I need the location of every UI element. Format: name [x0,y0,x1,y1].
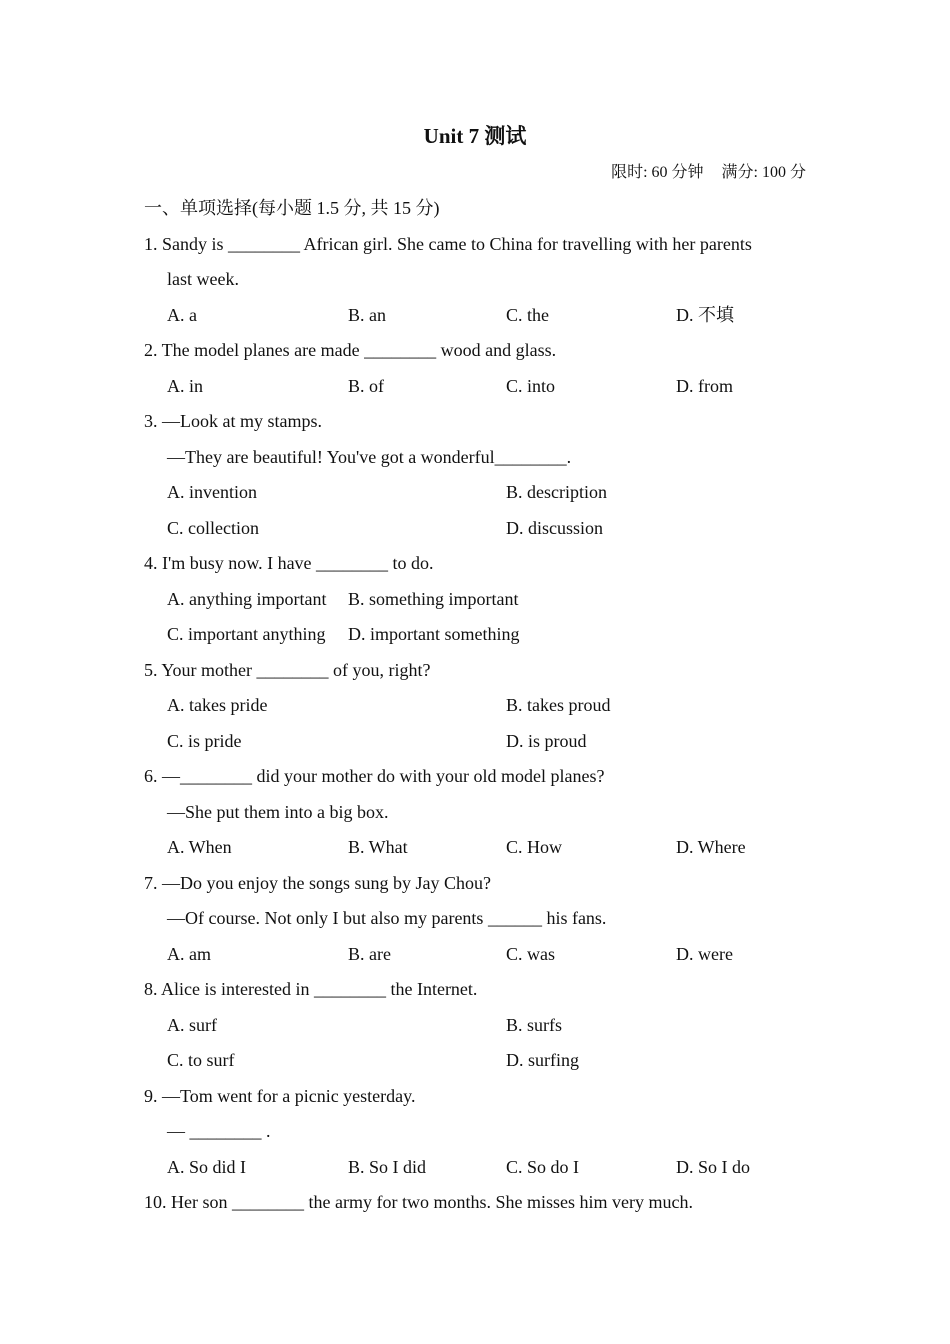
question-3-option-a: A. invention [167,482,257,502]
question-7-option-a: A. am [167,944,211,964]
question-3-stem: 3. —Look at my stamps. [144,411,322,431]
question-5-option-d: D. is proud [506,731,587,751]
question-9-option-a: A. So did I [167,1157,247,1177]
question-6-stem: 6. —________ did your mother do with your old model planes? [144,766,605,786]
question-2-option-d: D. from [676,376,733,396]
question-4-stem: 4. I'm busy now. I have ________ to do. [144,553,434,573]
question-1-stem: 1. Sandy is ________ African girl. She came to China for travelling with her parents [144,234,752,254]
question-5-option-a: A. takes pride [167,695,268,715]
question-6-option-c: C. How [506,837,563,857]
question-9-stem: 9. —Tom went for a picnic yesterday. [144,1086,416,1106]
question-5-stem: 5. Your mother ________ of you, right? [144,660,431,680]
question-4-option-d: D. important something [348,624,520,644]
question-6-reply: —She put them into a big box. [167,802,389,822]
question-2-option-b: B. of [348,376,384,396]
question-9-option-c: C. So do I [506,1157,580,1177]
question-6-option-d: D. Where [676,837,746,857]
question-9-option-b: B. So I did [348,1157,427,1177]
question-7-option-b: B. are [348,944,391,964]
question-1-stem-continued: last week. [167,269,239,289]
question-2-option-c: C. into [506,376,556,396]
question-3-option-d: D. discussion [506,518,604,538]
page-title: Unit 7 测试 [423,124,527,148]
question-6-option-a: A. When [167,837,232,857]
question-1-option-b: B. an [348,305,386,325]
question-1-option-a: A. a [167,305,197,325]
question-4-option-a: A. anything important [167,589,327,609]
question-6-option-b: B. What [348,837,408,857]
question-1-option-d: D. 不填 [676,305,734,325]
question-5-option-c: C. is pride [167,731,242,751]
question-8-stem: 8. Alice is interested in ________ the Internet. [144,979,478,999]
question-7-option-c: C. was [506,944,555,964]
question-3-reply: —They are beautiful! You've got a wonderful________. [167,447,572,467]
question-7-option-d: D. were [676,944,733,964]
question-4-option-c: C. important anything [167,624,326,644]
question-2-stem: 2. The model planes are made ________ wood and glass. [144,340,557,360]
question-3-option-b: B. description [506,482,607,502]
question-10-stem: 10. Her son ________ the army for two months. She misses him very much. [144,1192,693,1212]
question-4-option-b: B. something important [348,589,519,609]
question-3-option-c: C. collection [167,518,259,538]
question-2-option-a: A. in [167,376,203,396]
question-9-option-d: D. So I do [676,1157,751,1177]
exam-meta [611,162,806,184]
question-8-option-d: D. surfing [506,1050,579,1070]
question-8-option-c: C. to surf [167,1050,235,1070]
question-7-stem: 7. —Do you enjoy the songs sung by Jay Chou? [144,873,491,893]
section-heading: 一、单项选择(每小题 1.5 分, 共 15 分) [144,198,440,218]
question-9-reply: — ________ . [167,1121,271,1141]
question-5-option-b: B. takes proud [506,695,611,715]
full-score: 满分: 100 分 [721,164,806,181]
question-7-reply: —Of course. Not only I but also my parents ______ his fans. [167,908,607,928]
question-1-option-c: C. the [506,305,549,325]
question-8-option-a: A. surf [167,1015,217,1035]
time-limit: 限时: 60 分钟 [611,164,704,181]
question-8-option-b: B. surfs [506,1015,563,1035]
